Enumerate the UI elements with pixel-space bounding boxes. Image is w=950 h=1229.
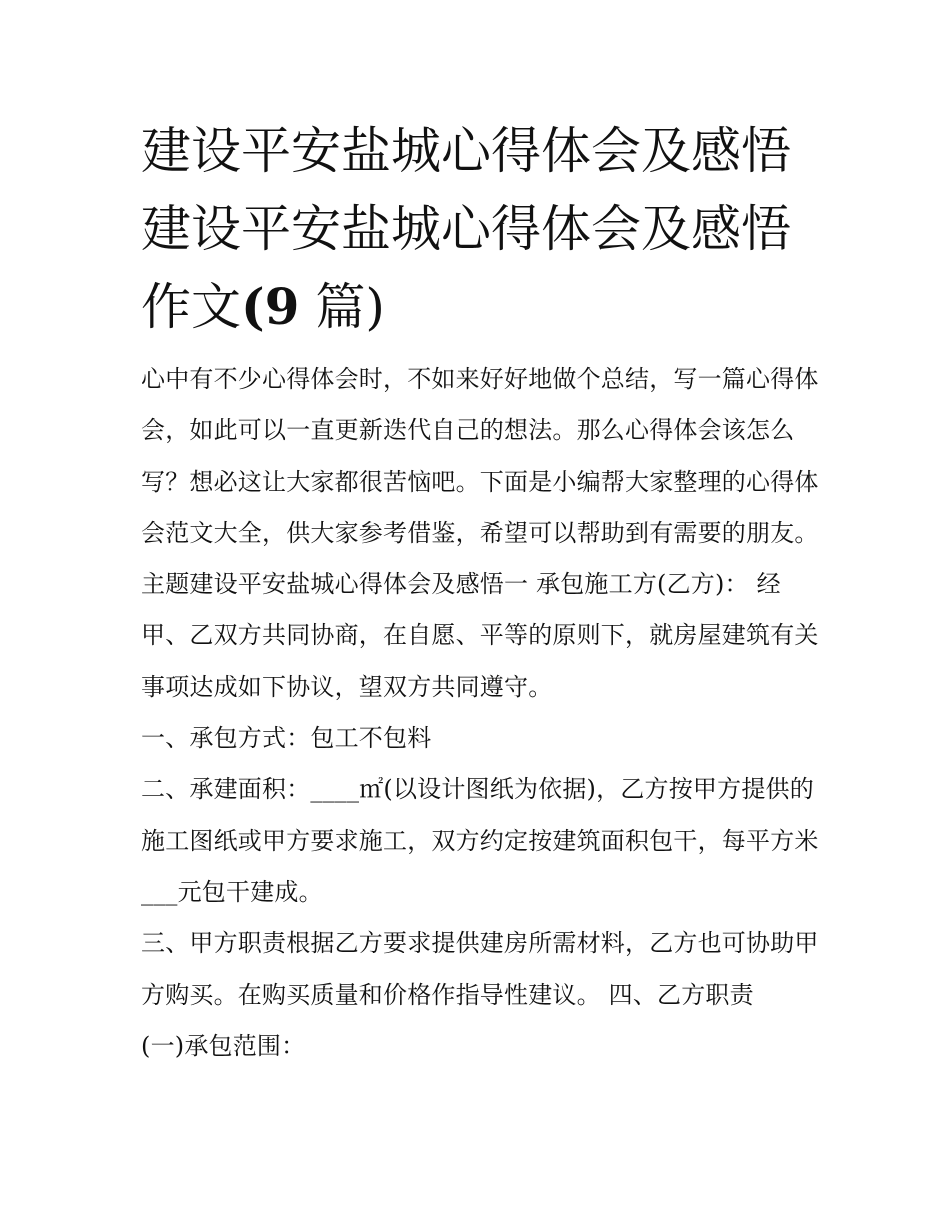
paragraph-contract-intro: 主题建设平安盐城心得体会及感悟一 承包施工方(乙方)： 经甲、乙双方共同协商，在自愿、平等的原则下，就房屋建筑有关事项达成如下协议，望双方共同遵守。 [141,570,819,701]
title-line-3 [141,268,821,346]
title-count: (9 [241,277,300,336]
title-line-2: 建设平安盐城心得体会及感悟 [141,200,791,258]
paragraph-party-a-duties: 三、甲方职责根据乙方要求提供建房所需材料，乙方也可协助甲方购买。在购买质量和价格作指导性建议。 四、乙方职责 [141,929,819,1009]
document-title [141,112,821,346]
paragraph-intro: 心中有不少心得体会时，不如来好好地做个总结，写一篇心得体会，如此可以一直更新迭代自己的想法。那么心得体会该怎么写？想必这让大家都很苦恼吧。下面是小编帮大家整理的心得体会范文大全，供大家参考借鉴，希望可以帮助到有需要的朋友。 [141,365,819,547]
title-word-pian: 篇) [315,278,385,336]
paragraph-contract-method: 一、承包方式：包工不包料 [141,724,432,753]
document-body [141,354,821,1072]
paragraph-contract-area: 二、承建面积：____㎡(以设计图纸为依据)，乙方按甲方提供的施工图纸或甲方要求施工，双方约定按建筑面积包干，每平方米___元包干建成。 [141,775,819,906]
paragraph-scope: (一)承包范围： [141,1031,306,1060]
title-word-zuowen: 作文 [141,278,241,336]
title-line-1: 建设平安盐城心得体会及感悟 [141,122,791,180]
document-page [141,112,821,1072]
